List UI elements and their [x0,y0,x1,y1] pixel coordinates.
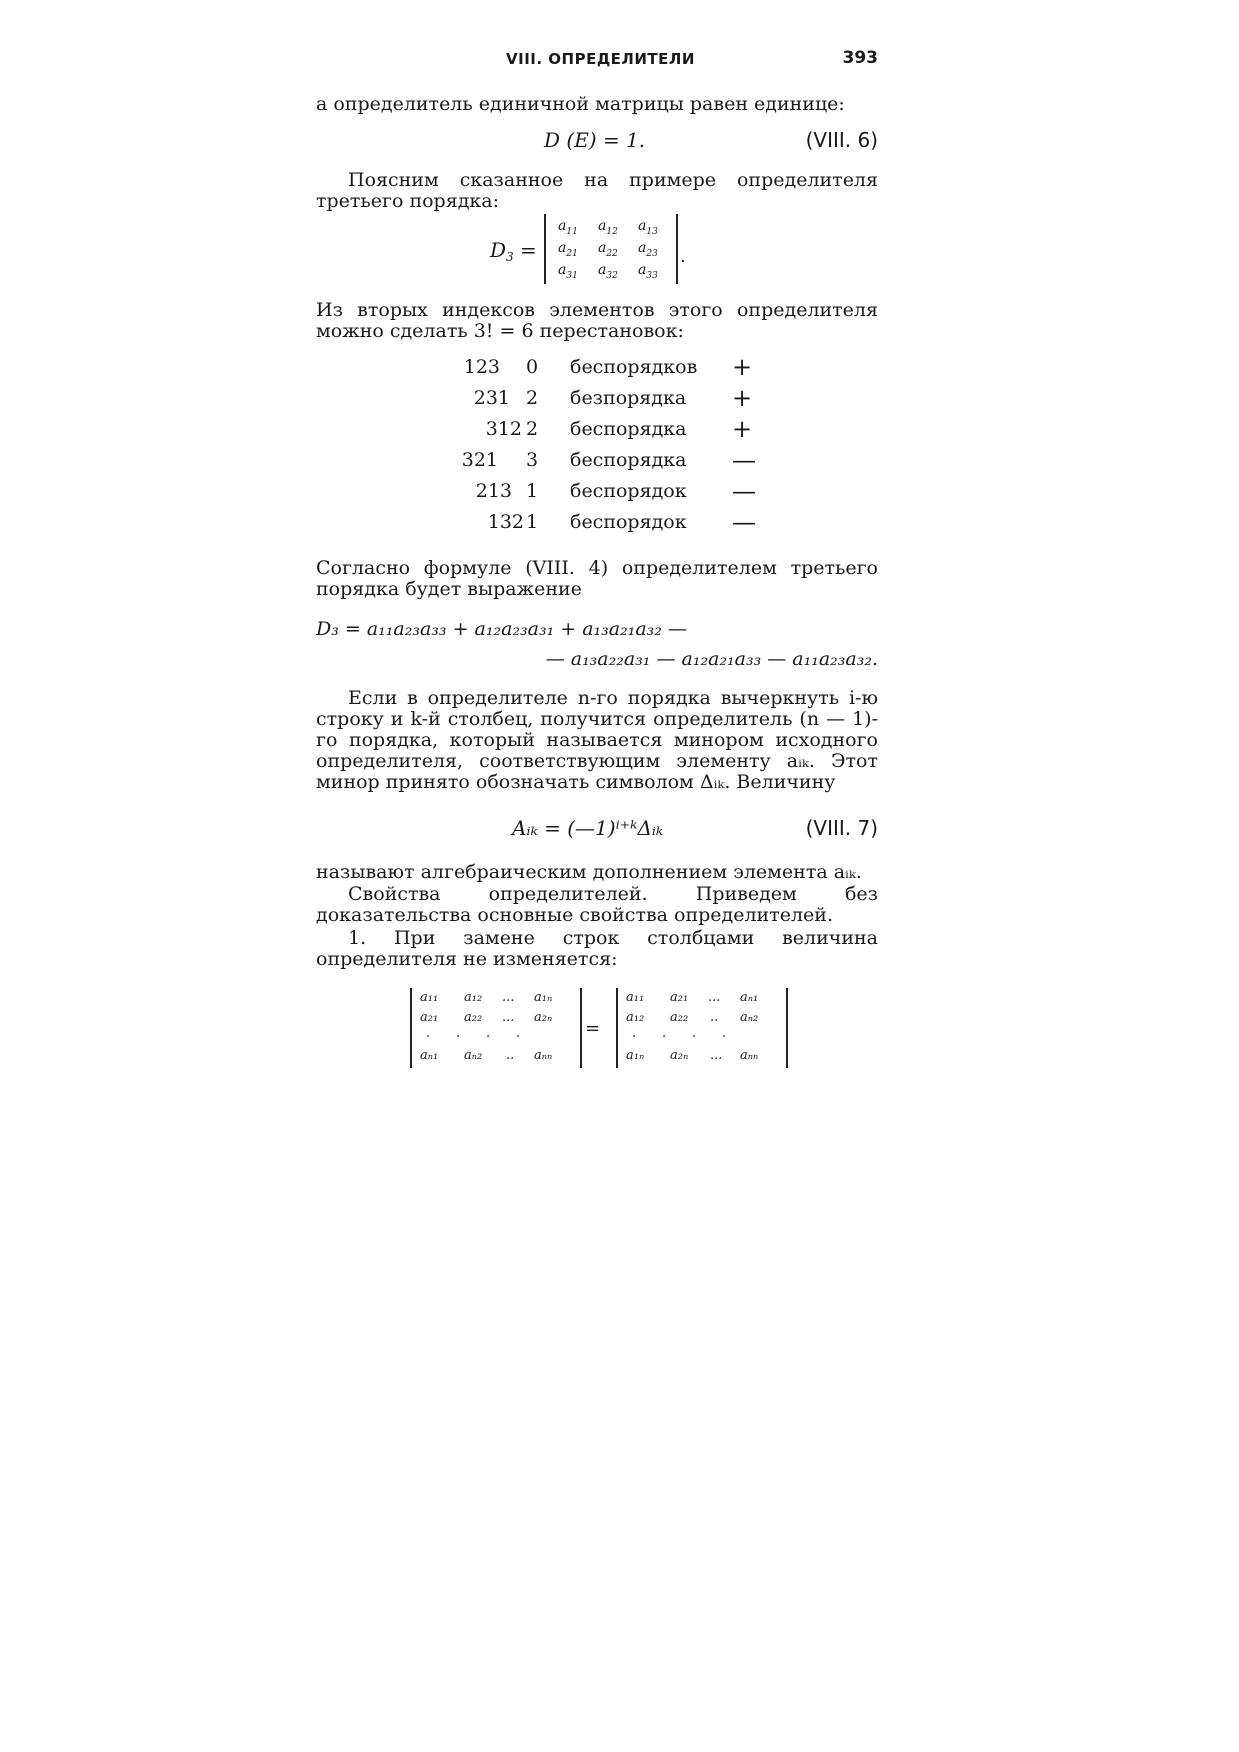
paragraph-5: Если в определителе n-го порядка вычеркнуть i-ю строку и k-й столбец, получится определитель (n — 1)-го порядка, который называется минором исходного определителя, соответствующим элементу aᵢₖ. Этот минор принято обозначать символом Δᵢₖ. Величину [316,687,878,793]
matrix-cell: .. [506,1048,515,1063]
matrix-cell: a₂₁ [420,1010,439,1025]
paragraph-4: Согласно формуле (VIII. 4) определителем третьего порядка будет выражение [316,557,878,600]
matrix-cell: a₂ₙ [670,1048,689,1063]
determinant-right [616,988,788,1068]
matrix-cell: $a_{33}$ [638,262,658,281]
matrix-cell: . [456,1026,461,1041]
term-sign: + [732,384,753,412]
permutation: 312 [485,418,522,440]
formula-line-1: D₃ = a₁₁a₂₃a₃₃ + a₁₂a₂₃a₃₁ + a₁₃a₂₁a₃₂ — [316,618,687,640]
equation-number: (VIII. 7) [805,816,878,840]
matrix-cell: $a_{21}$ [558,240,578,259]
equation-body: Aᵢₖ = (—1)ⁱ⁺ᵏΔᵢₖ [512,816,664,840]
matrix-cell: ... [502,990,515,1005]
inversion-count: 3 [526,449,539,471]
matrix-cell: a₁₂ [464,990,483,1005]
formula-line-2: — a₁₃a₂₂a₃₁ — a₁₂a₂₁a₃₃ — a₁₁a₂₃a₃₂. [545,648,878,670]
permutation: 231 [473,387,510,409]
inversion-word: беспорядок [570,511,687,533]
matrix-cell: a₁₁ [626,990,645,1005]
inversion-word: безпорядка [570,387,687,409]
matrix-cell: a₂₂ [464,1010,483,1025]
matrix-cell: .. [710,1010,719,1025]
inversion-word: беспорядка [570,449,687,471]
matrix-cell: a₁ₙ [626,1048,645,1063]
matrix-cell: ... [502,1010,515,1025]
matrix-cell: aₙₙ [740,1048,759,1063]
matrix-cell: a₁₁ [420,990,439,1005]
table-row [430,384,770,418]
matrix-cell: a₂₁ [670,990,689,1005]
matrix-cell: . [516,1026,521,1041]
matrix-cell: $a_{13}$ [638,218,658,237]
term-sign: — [732,477,756,505]
matrix-cell: $a_{12}$ [598,218,618,237]
matrix-cell: $a_{22}$ [598,240,618,259]
term-sign: — [732,508,756,536]
permutation: 132 [487,511,524,533]
term-sign: + [732,353,753,381]
equation-viii-6 [316,128,878,154]
inversion-word: беспорядков [570,356,698,378]
paragraph-2: Поясним сказанное на примере определителя третьего порядка: [316,169,878,212]
matrix-cell: aₙ₁ [420,1048,439,1063]
inversion-word: беспорядка [570,418,687,440]
matrix-cell: aₙ₁ [740,990,759,1005]
equals-sign: = [585,1018,601,1039]
term-sign: + [732,415,753,443]
matrix-cell: $a_{32}$ [598,262,618,281]
transpose-equality [410,988,790,1070]
matrix-cell: aₙ₂ [740,1010,759,1025]
inversion-count: 2 [526,418,539,440]
inversion-count: 0 [526,356,539,378]
matrix-cell: a₁ₙ [534,990,553,1005]
paragraph-7: Свойства определителей. Приведем без доказательства основные свойства определителей. [316,883,878,926]
matrix-cell: aₙₙ [534,1048,553,1063]
equation-viii-7 [316,816,878,842]
permutation: 213 [475,480,512,502]
determinant-lhs: $D_3$ = [490,238,537,264]
table-row [430,415,770,449]
matrix-cell: $a_{31}$ [558,262,578,281]
page-number: 393 [842,48,878,68]
paragraph-8: 1. При замене строк столбцами величина определителя не изменяется: [316,927,878,970]
chapter-title: VIII. ОПРЕДЕЛИТЕЛИ [506,50,695,68]
inversion-count: 1 [526,480,539,502]
matrix-cell: . [692,1026,697,1041]
term-sign: — [732,446,756,474]
table-row [430,508,770,542]
matrix-cell: aₙ₂ [464,1048,483,1063]
equation-body: D (E) = 1. [544,128,646,152]
trailing-period: . [680,246,686,267]
matrix-cell: a₁₂ [626,1010,645,1025]
paragraph-1: а определитель единичной матрицы равен единице: [316,93,845,115]
matrix-cell: a₂ₙ [534,1010,553,1025]
inversion-word: беспорядок [570,480,687,502]
determinant-bars [544,214,678,284]
permutation: 321 [461,449,498,471]
permutations-table [430,353,770,542]
paragraph-3: Из вторых индексов элементов этого определителя можно сделать 3! = 6 перестановок: [316,299,878,342]
matrix-cell: a₂₂ [670,1010,689,1025]
inversion-count: 2 [526,387,539,409]
matrix-cell: . [662,1026,667,1041]
matrix-cell: . [486,1026,491,1041]
matrix-cell: $a_{11}$ [558,218,578,237]
table-row [430,353,770,387]
matrix-cell: ... [708,990,721,1005]
matrix-cell: . [722,1026,727,1041]
determinant-left [410,988,582,1068]
table-row [430,477,770,511]
paragraph-6: называют алгебраическим дополнением элемента aᵢₖ. [316,861,862,883]
page-header [316,48,878,74]
matrix-cell: . [426,1026,431,1041]
permutation: 123 [463,356,500,378]
table-row [430,446,770,480]
matrix-cell: . [632,1026,637,1041]
matrix-cell: $a_{23}$ [638,240,658,259]
determinant-d3 [490,214,710,284]
matrix-cell: ... [710,1048,723,1063]
equation-number: (VIII. 6) [805,128,878,152]
inversion-count: 1 [526,511,539,533]
